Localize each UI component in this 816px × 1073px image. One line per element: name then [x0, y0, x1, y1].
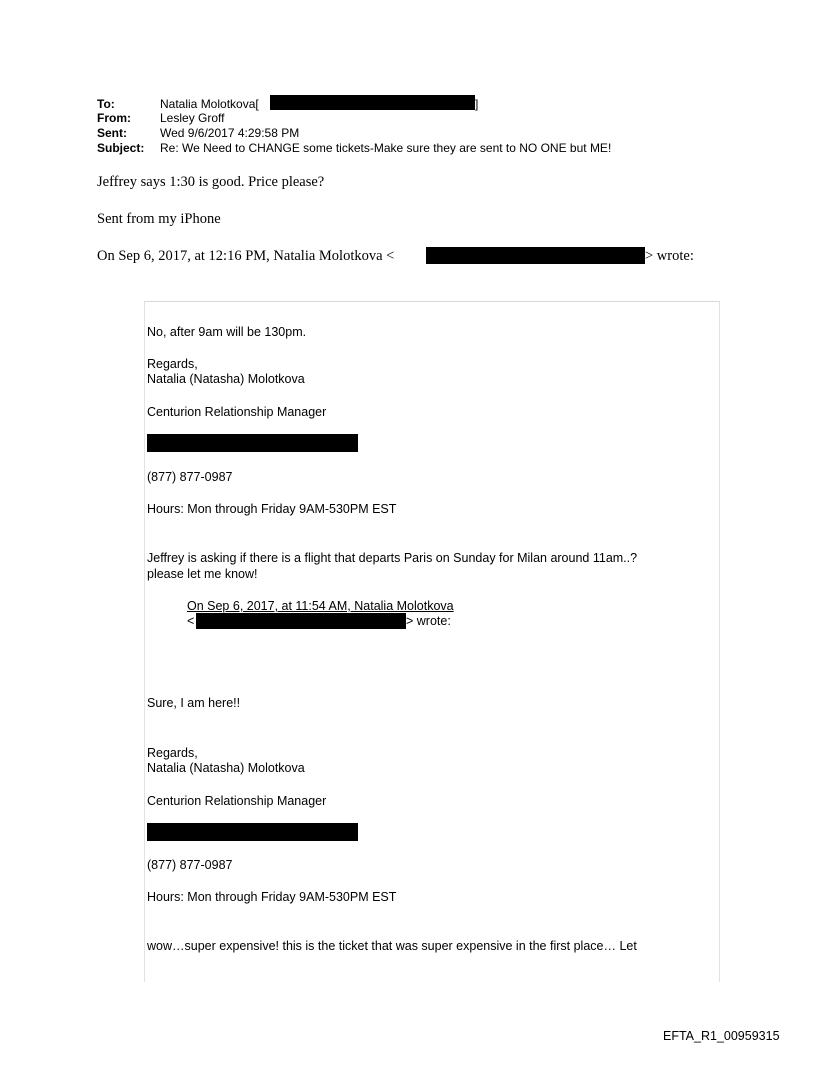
- quote-intro-wrote: > wrote:: [645, 248, 694, 264]
- quoted1-jeffrey-line2: please let me know!: [147, 567, 258, 581]
- quoted1-hours: Hours: Mon through Friday 9AM-530PM EST: [147, 502, 397, 516]
- nested-quote-wrote: > wrote:: [406, 614, 451, 628]
- quoted2-message: Sure, I am here!!: [147, 696, 241, 710]
- quote-intro: On Sep 6, 2017, at 12:16 PM, Natalia Molotkova <: [97, 248, 395, 264]
- quoted2-last-line: wow…super expensive! this is the ticket that was super expensive in the first place… Let: [147, 939, 637, 953]
- redaction-to-email: [270, 95, 475, 110]
- nested-quote-open: <: [187, 614, 195, 628]
- redaction-quoted1-contact: [147, 434, 358, 452]
- to-bracket-close: ]: [475, 97, 479, 111]
- quoted2-regards: Regards,: [147, 746, 198, 760]
- from-label: From:: [97, 111, 131, 125]
- quoted2-title: Centurion Relationship Manager: [147, 794, 327, 808]
- quoted2-name: Natalia (Natasha) Molotkova: [147, 761, 305, 775]
- reply-signature: Sent from my iPhone: [97, 211, 221, 227]
- quoted1-message: No, after 9am will be 130pm.: [147, 325, 307, 339]
- quoted2-phone: (877) 877-0987: [147, 858, 233, 872]
- quoted1-jeffrey-line1: Jeffrey is asking if there is a flight that departs Paris on Sunday for Milan around 11am..?: [147, 551, 638, 565]
- from-value: Lesley Groff: [160, 111, 225, 125]
- quoted-message-frame: [144, 301, 720, 982]
- reply-line-price: Jeffrey says 1:30 is good. Price please?: [97, 174, 325, 190]
- redaction-quote-email: [426, 247, 645, 264]
- sent-value: Wed 9/6/2017 4:29:58 PM: [160, 126, 300, 140]
- quoted1-phone: (877) 877-0987: [147, 470, 233, 484]
- nested-quote-intro: On Sep 6, 2017, at 11:54 AM, Natalia Molotkova: [187, 599, 454, 613]
- quoted1-regards: Regards,: [147, 357, 198, 371]
- redaction-quoted2-contact: [147, 823, 358, 841]
- quoted1-name: Natalia (Natasha) Molotkova: [147, 372, 305, 386]
- to-label: To:: [97, 97, 115, 111]
- subject-label: Subject:: [97, 141, 145, 155]
- to-value: Natalia Molotkova[: [160, 97, 259, 111]
- redaction-nested-email: [196, 613, 406, 629]
- quoted1-title: Centurion Relationship Manager: [147, 405, 327, 419]
- quoted2-hours: Hours: Mon through Friday 9AM-530PM EST: [147, 890, 397, 904]
- sent-label: Sent:: [97, 126, 127, 140]
- subject-value: Re: We Need to CHANGE some tickets-Make sure they are sent to NO ONE but ME!: [160, 141, 612, 155]
- document-id: EFTA_R1_00959315: [663, 1029, 780, 1043]
